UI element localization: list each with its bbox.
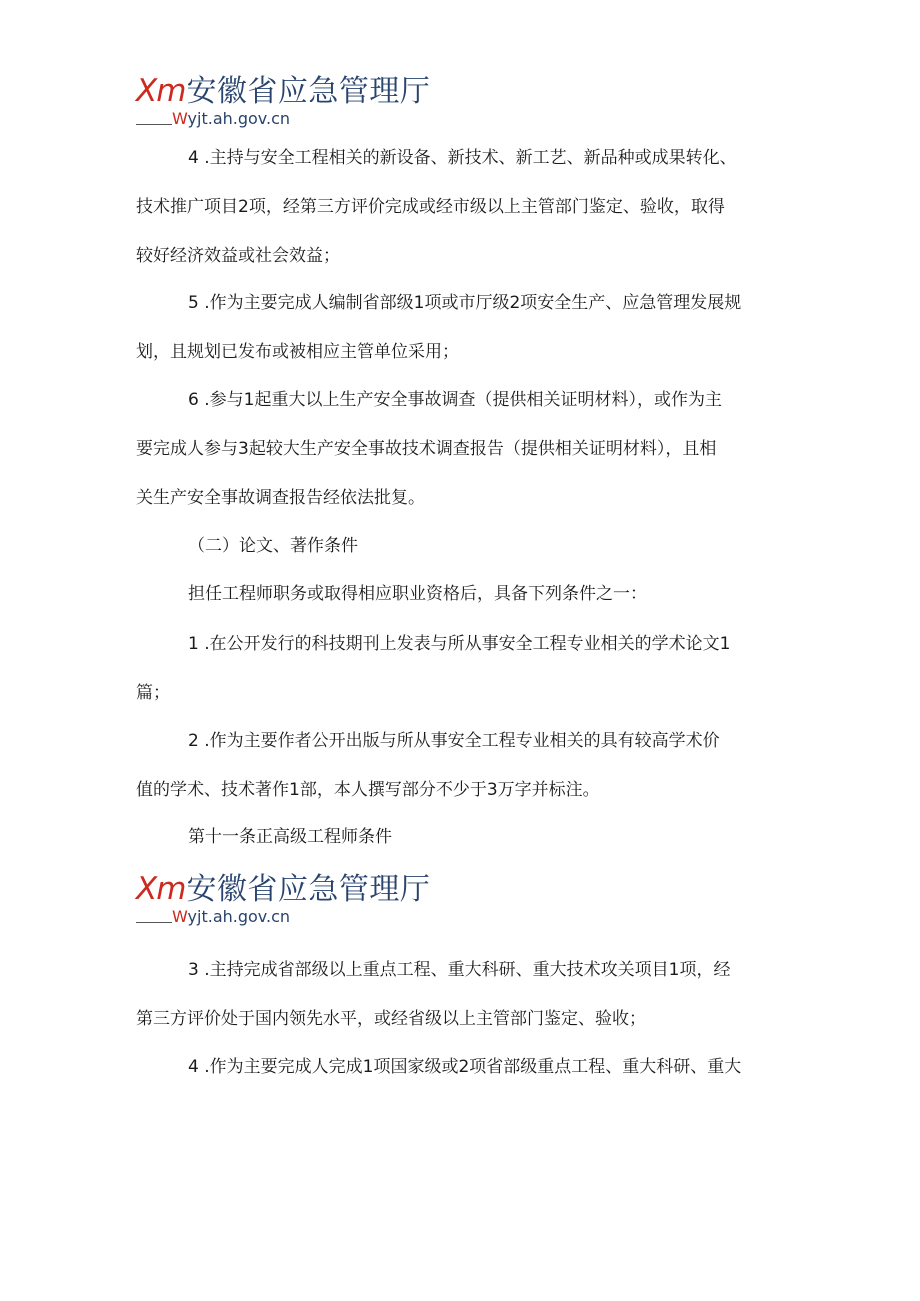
logo (136, 864, 636, 907)
section-heading-papers: （二）论文、著作条件 (188, 536, 358, 556)
article-heading: 第十一条正高级工程师条件 (188, 827, 392, 847)
org-name: 安徽省应急管理厅 (186, 872, 431, 907)
paragraph-item-5: 5 .作为主要完成人编制省部级1项或市厅级2项安全生产、应急管理发展规 划，且规划已发布或被相应主管单位采用； (136, 293, 742, 362)
url-prefix: W (172, 109, 188, 128)
paragraph-intro: 担任工程师职务或取得相应职业资格后，具备下列条件之一： (188, 584, 647, 604)
paragraph-paper-item-2: 2 .作为主要作者公开出版与所从事安全工程专业相关的具有较高学术价 值的学术、技术著作1部，本人撰写部分不少于3万字并标注。 (136, 731, 720, 800)
page-header-repeat (136, 864, 636, 926)
url-text: yjt.ah.gov.cn (187, 907, 291, 926)
url-underline (136, 124, 172, 125)
logo-mark: Xm (136, 73, 186, 109)
logo (136, 66, 636, 109)
url-text: yjt.ah.gov.cn (187, 109, 291, 128)
url-prefix: W (172, 907, 188, 926)
url-underline (136, 922, 172, 923)
paragraph-item-6: 6 .参与1起重大以上生产安全事故调查（提供相关证明材料），或作为主 要完成人参与3起较大生产安全事故技术调查报告（提供相关证明材料），且相 关生产安全事故调查报告经依法批复。 (136, 390, 722, 508)
paragraph-senior-item-4: 4 .作为主要完成人完成1项国家级或2项省部级重点工程、重大科研、重大 (188, 1057, 742, 1077)
logo-mark: Xm (136, 871, 186, 907)
paragraph-senior-item-3: 3 .主持完成省部级以上重点工程、重大科研、重大技术攻关项目1项，经 第三方评价处于国内领先水平，或经省级以上主管部门鉴定、验收； (136, 960, 731, 1029)
org-name: 安徽省应急管理厅 (186, 74, 431, 109)
paragraph-paper-item-1: 1 .在公开发行的科技期刊上发表与所从事安全工程专业相关的学术论文1 篇； (136, 634, 731, 703)
page-header (136, 66, 636, 128)
paragraph-item-4: 4 .主持与安全工程相关的新设备、新技术、新工艺、新品种或成果转化、 技术推广项目2项，经第三方评价完成或经市级以上主管部门鉴定、验收，取得 较好经济效益或社会效益； (136, 148, 737, 266)
